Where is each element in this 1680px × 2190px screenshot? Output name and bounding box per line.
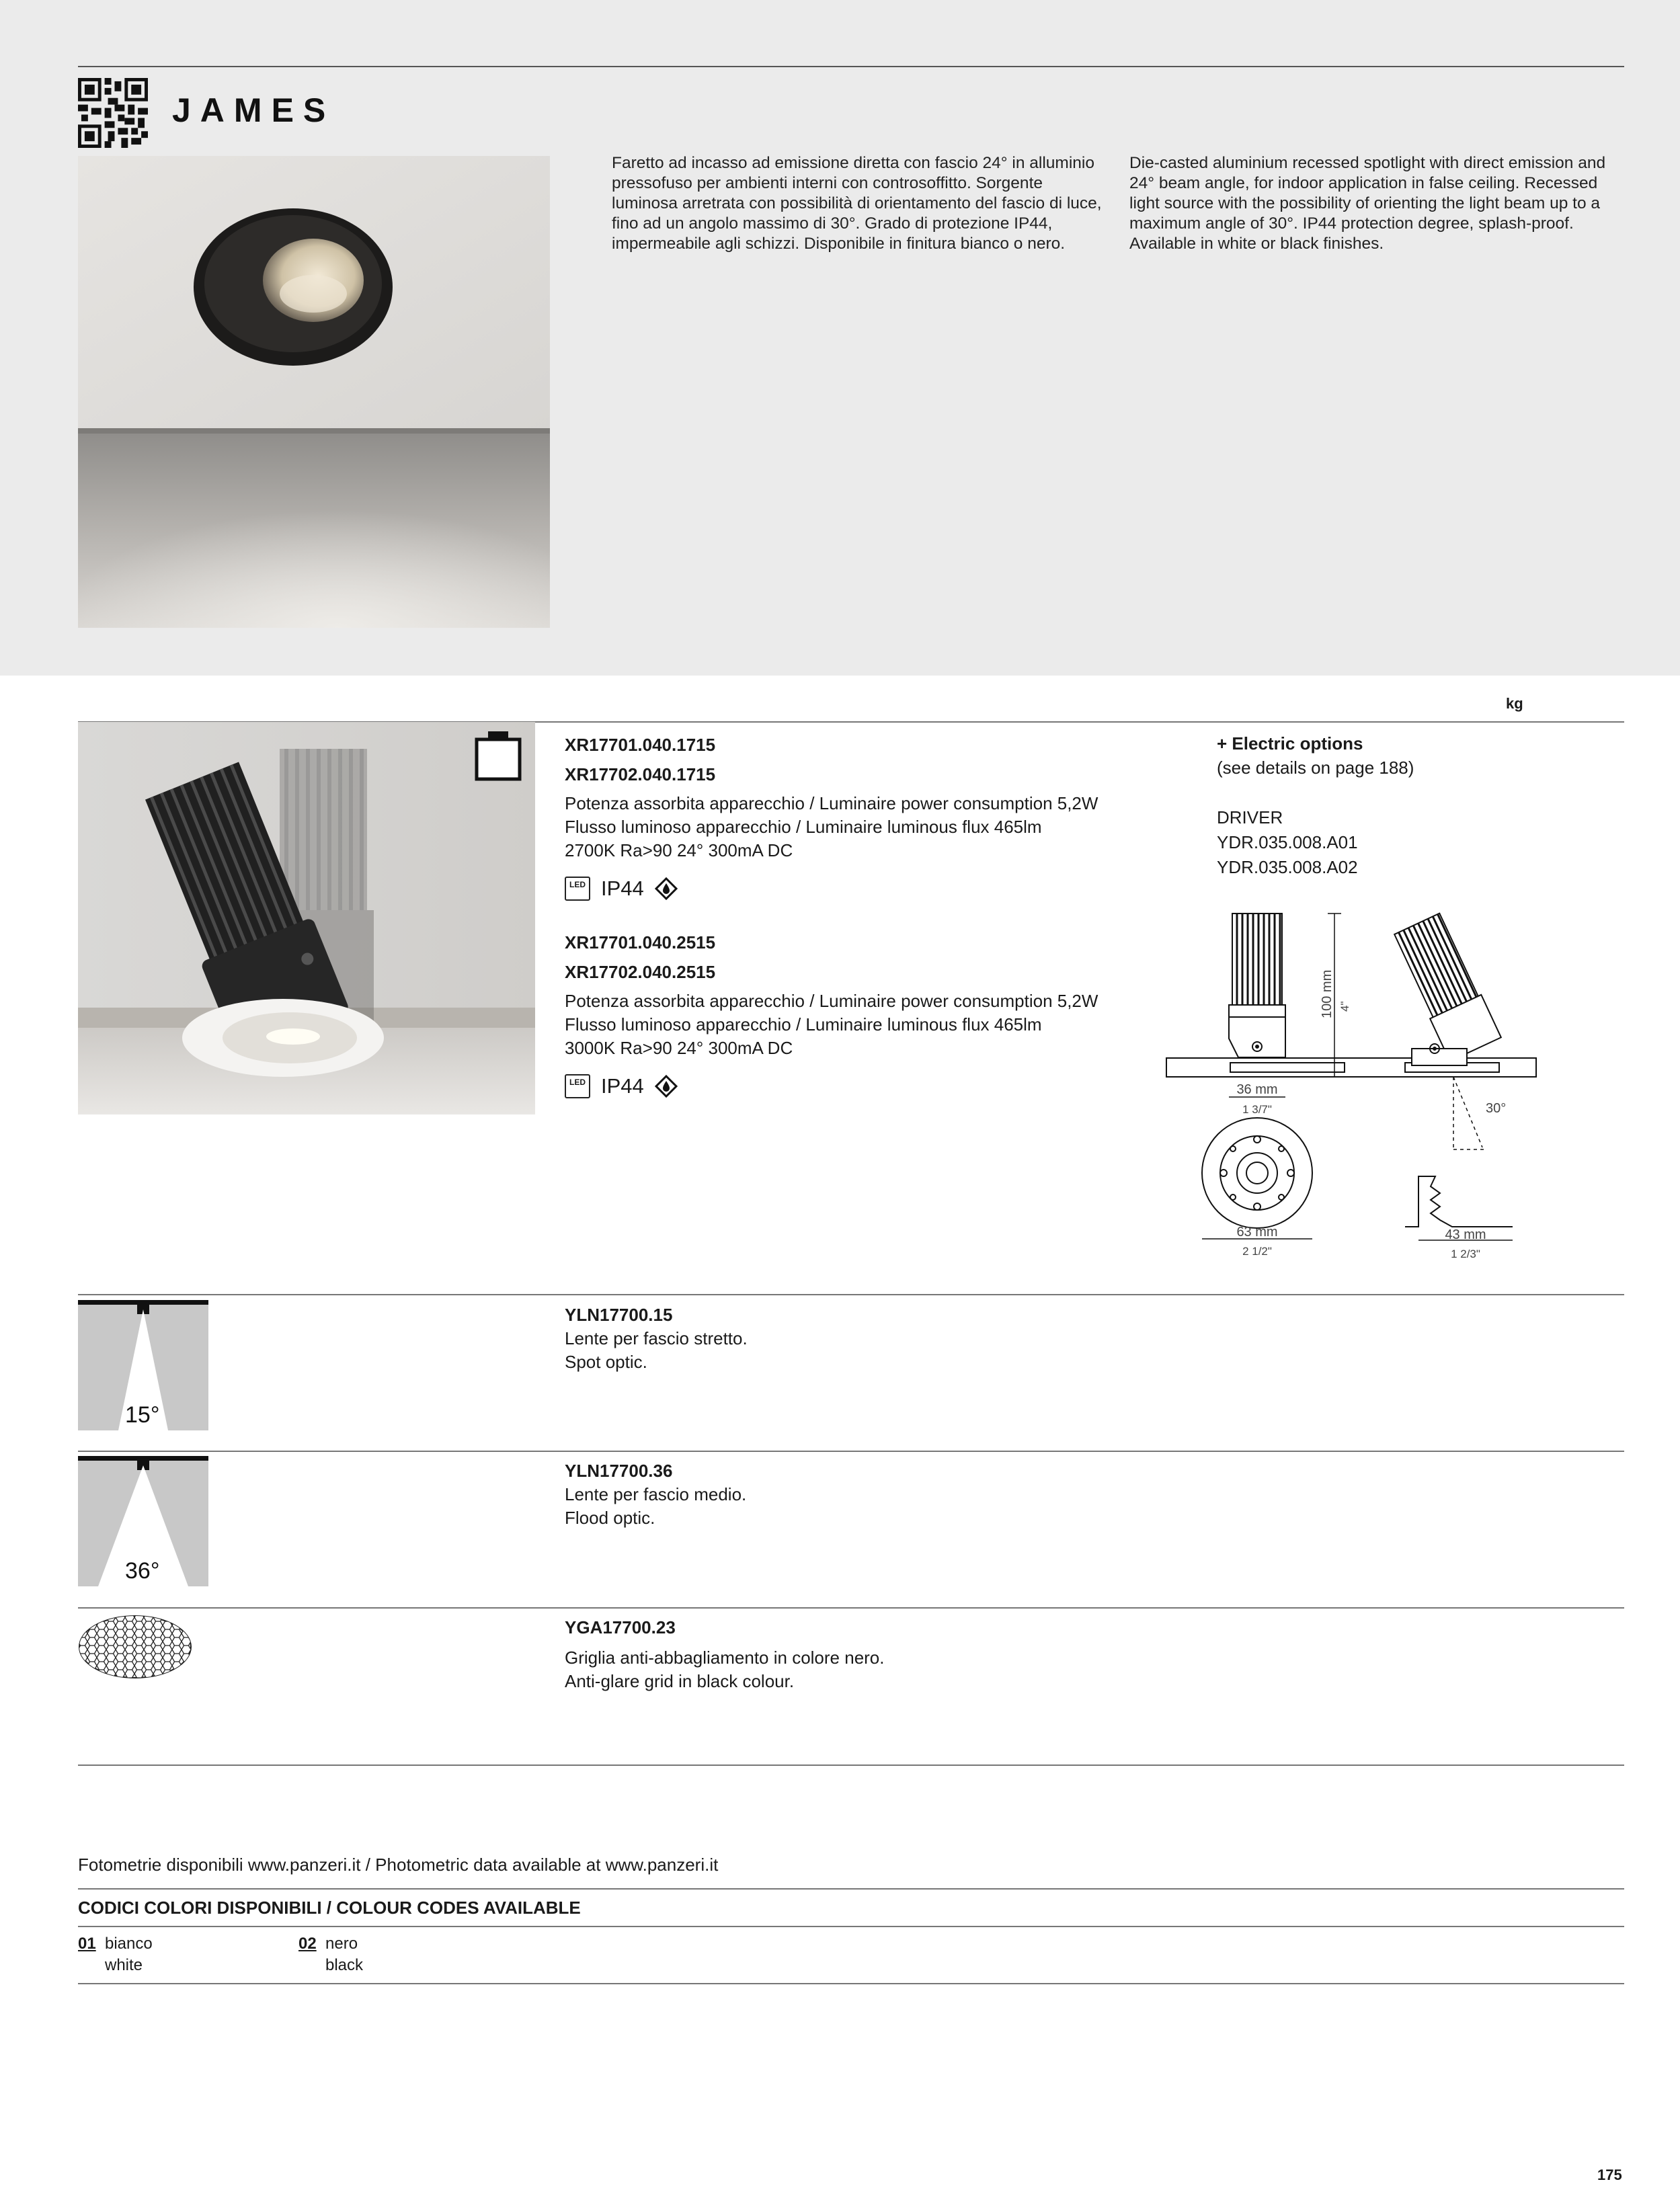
hero-product-photo [78, 156, 550, 628]
accessory-code: YGA17700.23 [565, 1617, 676, 1637]
dimension-depth-mm: 43 mm [1445, 1227, 1486, 1242]
accessory-desc: Flood optic. [565, 1508, 655, 1528]
dimension-tilt: 30° [1486, 1101, 1507, 1116]
recessed-mounting-icon [475, 731, 522, 781]
led-icon: LED [565, 1074, 590, 1098]
anti-glare-grid-icon [78, 1613, 192, 1680]
colour-code-entry [298, 1933, 500, 1980]
dimension-height-in: 4" [1338, 1001, 1351, 1012]
dimension-height-mm: 100 mm [1320, 969, 1334, 1018]
product-title: JAMES [172, 91, 335, 129]
kg-column-header: kg [1506, 695, 1523, 712]
photometric-note: Fotometrie disponibili www.panzeri.it / Photometric data available at www.panzeri.it [78, 1855, 719, 1875]
driver-code: YDR.035.008.A02 [1217, 857, 1358, 877]
top-divider [78, 66, 1624, 67]
colour-name-en: black [325, 1956, 364, 1974]
ip-rating: IP44 [601, 1074, 644, 1098]
beam-15-icon [78, 1300, 208, 1430]
accessory-desc: Griglia anti-abbagliamento in colore nero. [565, 1648, 885, 1668]
spec-line: Flusso luminoso apparecchio / Luminaire luminous flux 465lm [565, 1014, 1042, 1035]
product-code: XR17702.040.1715 [565, 764, 716, 784]
footer-divider [78, 1888, 1624, 1890]
certification-row [565, 872, 1170, 905]
electric-options-title: + Electric options [1217, 733, 1363, 754]
driver-code: YDR.035.008.A01 [1217, 832, 1358, 852]
colour-code-entry [78, 1933, 280, 1980]
accessory-1 [565, 1303, 1237, 1374]
colour-name-it: nero [325, 1935, 358, 1953]
product-photo [78, 722, 535, 1114]
variant-block-2 [565, 928, 1170, 1103]
certification-row [565, 1069, 1170, 1103]
product-code: XR17702.040.2515 [565, 962, 716, 982]
footer-divider [78, 1926, 1624, 1927]
accessory-3 [565, 1615, 1237, 1693]
colour-name-it: bianco [105, 1935, 153, 1953]
colour-code-number: 02 [298, 1935, 317, 1953]
technical-drawing [1163, 904, 1539, 1281]
row-divider [78, 1607, 1624, 1609]
dimension-diameter-mm: 63 mm [1236, 1225, 1278, 1240]
spec-line: Flusso luminoso apparecchio / Luminaire luminous flux 465lm [565, 817, 1042, 837]
row-divider [78, 1765, 1624, 1766]
ip44-splash-icon [655, 1075, 678, 1098]
dimension-width-in: 1 3/7" [1242, 1103, 1272, 1116]
spec-line: Potenza assorbita apparecchio / Luminaire power consumption 5,2W [565, 991, 1098, 1011]
beam-36-icon [78, 1456, 208, 1586]
row-divider [78, 1294, 1624, 1295]
accessory-desc: Lente per fascio medio. [565, 1484, 747, 1504]
dimension-width-mm: 36 mm [1236, 1082, 1278, 1097]
description-italian: Faretto ad incasso ad emissione diretta con fascio 24° in alluminio pressofuso per ambienti interni con controsoffitto. Sorgente luminosa arretrata con possibilità di orientamento del fascio di luce, fino ad un angolo massimo di 30°. Grado di protezione IP44, impermeabile agli schizzi. Disponibile in finitura bianco o nero. [612, 154, 1102, 253]
qr-code-icon[interactable] [78, 78, 148, 148]
beam-angle-label: 15° [125, 1402, 160, 1428]
ip44-splash-icon [655, 877, 678, 900]
dimension-depth-in: 1 2/3" [1451, 1248, 1480, 1260]
beam-angle-label: 36° [125, 1558, 160, 1584]
product-code: XR17701.040.2515 [565, 932, 716, 952]
spec-line: 3000K Ra>90 24° 300mA DC [565, 1038, 793, 1058]
description-english: Die-casted aluminium recessed spotlight with direct emission and 24° beam angle, for indoor application in false ceiling. Recessed light source with the possibility of orienting the light beam up to a maximum angle of 30°. IP44 protection degree, splash-proof. Available in white or black finishes. [1129, 154, 1606, 253]
electric-options [1217, 731, 1593, 880]
accessory-desc: Anti-glare grid in black colour. [565, 1671, 795, 1691]
page-number: 175 [1597, 2166, 1622, 2183]
electric-options-note: (see details on page 188) [1217, 758, 1414, 778]
accessory-2 [565, 1459, 1237, 1530]
spec-line: 2700K Ra>90 24° 300mA DC [565, 840, 793, 860]
accessory-desc: Spot optic. [565, 1352, 647, 1372]
driver-label: DRIVER [1217, 807, 1283, 827]
led-icon: LED [565, 877, 590, 901]
colour-code-number: 01 [78, 1935, 96, 1953]
ip-rating: IP44 [601, 877, 644, 900]
dimension-diameter-in: 2 1/2" [1242, 1245, 1272, 1258]
accessory-code: YLN17700.36 [565, 1461, 673, 1481]
spec-line: Potenza assorbita apparecchio / Luminaire power consumption 5,2W [565, 793, 1098, 813]
footer-divider [78, 1983, 1624, 1984]
accessory-desc: Lente per fascio stretto. [565, 1328, 748, 1348]
row-divider [78, 1451, 1624, 1452]
product-code: XR17701.040.1715 [565, 735, 716, 755]
accessory-code: YLN17700.15 [565, 1305, 673, 1325]
colour-name-en: white [105, 1956, 143, 1974]
colour-codes-title: CODICI COLORI DISPONIBILI / COLOUR CODES AVAILABLE [78, 1898, 581, 1918]
variant-block-1 [565, 730, 1170, 905]
